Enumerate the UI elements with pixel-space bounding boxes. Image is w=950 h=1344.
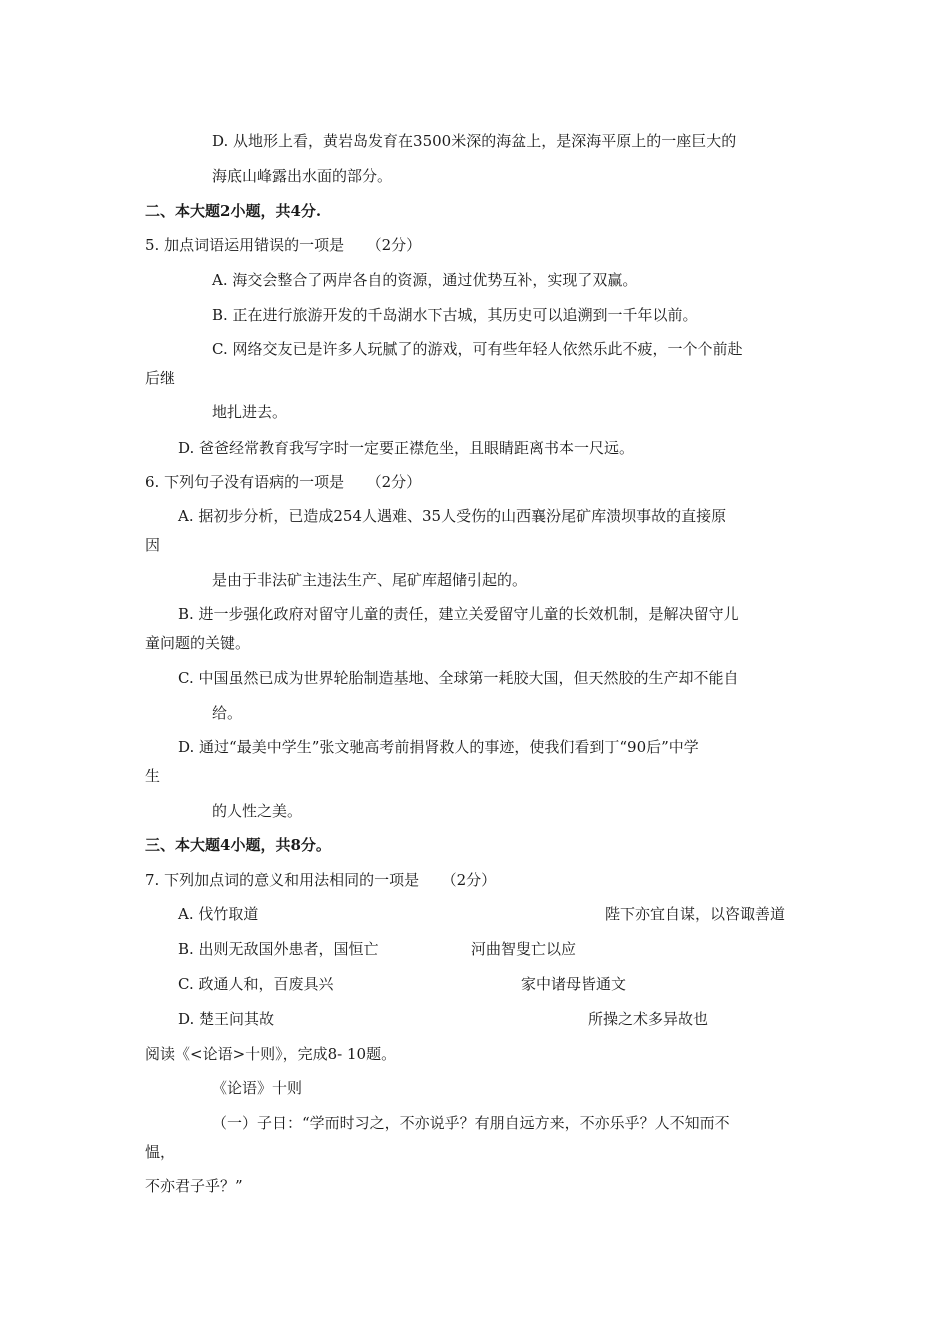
section-2-heading: 二、本大题2小题，共4分. xyxy=(145,202,322,220)
q6-option-d-line2: 生 xyxy=(145,767,161,785)
q7-option-c-right: 家中诸母皆通文 xyxy=(521,975,627,993)
q6-option-b-line1: B. 进一步强化政府对留守儿童的责任，建立关爱留守儿童的长效机制，是解决留守儿 xyxy=(178,605,739,623)
reading-instruction: 阅读《<论语>十则》，完成8- 10题。 xyxy=(145,1045,397,1063)
question-5: 5. 加点词语运用错误的一项是 （2分） xyxy=(145,236,422,254)
q7-option-b-right: 河曲智叟亡以应 xyxy=(471,940,577,958)
q5-option-d: D. 爸爸经常教育我写字时一定要正襟危坐，且眼睛距离书本一尺远。 xyxy=(178,439,635,457)
section-3-heading: 三、本大题4小题，共8分。 xyxy=(145,836,331,854)
q5-option-a: A. 海交会整合了两岸各自的资源，通过优势互补，实现了双赢。 xyxy=(212,271,638,289)
q7-option-d-left: D. 楚王问其故 xyxy=(178,1010,275,1028)
q6-option-c-line1: C. 中国虽然已成为世界轮胎制造基地、全球第一耗胶大国，但天然胶的生产却不能自 xyxy=(178,669,739,687)
question-7: 7. 下列加点词的意义和用法相同的一项是 （2分） xyxy=(145,871,497,889)
q6-option-d-line1: D. 通过“最美中学生”张文驰高考前捐肾救人的事迹，使我们看到丁“90后”中学 xyxy=(178,738,699,756)
lunyu-1-line1: （一）子日：“学而时习之，不亦说乎？有朋自远方来，不亦乐乎？人不知而不 xyxy=(212,1114,730,1132)
lunyu-1-line2: 愠， xyxy=(145,1143,176,1161)
lunyu-1-line3: 不亦君子乎？” xyxy=(145,1177,243,1195)
q6-option-d-line3: 的人性之美。 xyxy=(212,802,303,820)
lunyu-title: 《论语》十则 xyxy=(212,1079,303,1097)
q6-option-b-line2: 童问题的关键。 xyxy=(145,634,251,652)
q4-option-d-line1: D. 从地形上看，黄岩岛发育在3500米深的海盆上，是深海平原上的一座巨大的 xyxy=(212,132,737,150)
q6-option-a-line2: 因 xyxy=(145,536,161,554)
q5-option-c-line3: 地扎进去。 xyxy=(212,403,288,421)
q7-option-a-left: A. 伐竹取道 xyxy=(178,905,259,923)
q7-option-b-left: B. 出则无敌国外患者，国恒亡 xyxy=(178,940,379,958)
q4-option-d-line2: 海底山峰露出水面的部分。 xyxy=(212,167,393,185)
q7-option-a-right: 陛下亦宜自谋，以咨诹善道 xyxy=(605,905,786,923)
q7-option-c-left: C. 政通人和，百废具兴 xyxy=(178,975,334,993)
q5-option-c-line1: C. 网络交友已是许多人玩腻了的游戏，可有些年轻人依然乐此不疲，一个个前赴 xyxy=(212,340,743,358)
q7-option-d-right: 所操之术多异故也 xyxy=(588,1010,709,1028)
q5-option-b: B. 正在进行旅游开发的千岛湖水下古城，其历史可以追溯到一千年以前。 xyxy=(212,306,698,324)
q6-option-c-line2: 给。 xyxy=(212,704,243,722)
q6-option-a-line1: A. 据初步分析，已造成254人遇难、35人受伤的山西襄汾尾矿库溃坝事故的直接原 xyxy=(178,507,727,525)
q5-option-c-line2: 后继 xyxy=(145,369,176,387)
q6-option-a-line3: 是由于非法矿主违法生产、尾矿库超储引起的。 xyxy=(212,571,528,589)
question-6: 6. 下列句子没有语病的一项是 （2分） xyxy=(145,473,422,491)
